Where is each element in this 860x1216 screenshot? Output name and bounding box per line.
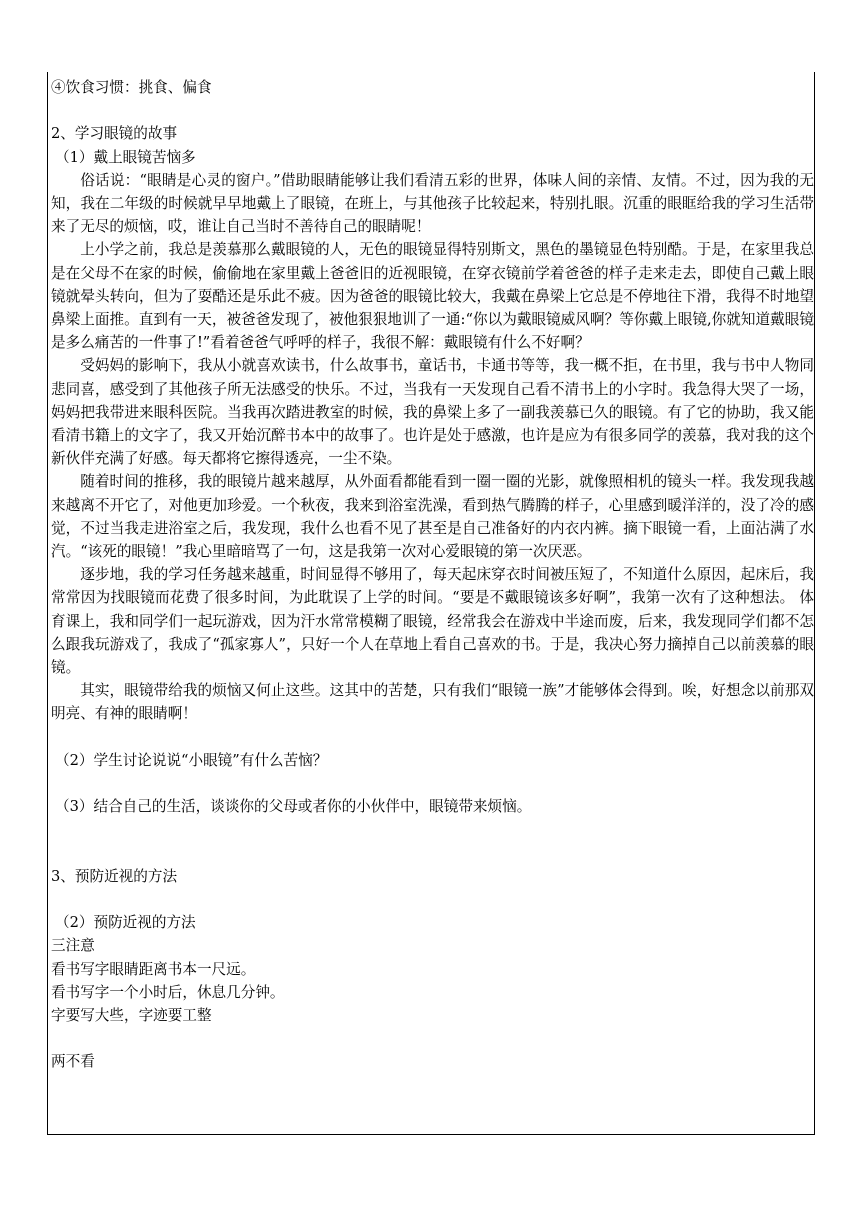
note-item: 看书写字眼睛距离书本一尺远。 [51,960,256,978]
story-paragraph: 随着时间的推移，我的眼镜片越来越厚，从外面看都能看到一圈一圈的光影，就像照相机的镜头一样。我发现我越来越离不开它了，对他更加珍爱。一个秋夜，我来到浴室洗澡，看到热气腾腾的样子，心里感到暖洋洋的，没了冷的感觉，不过当我走进浴室之后，我发现，我什么也看不见了甚至是自己准备好的内衣内裤。摘下眼镜一看，上面沾满了水汽。“该死的眼镜！”我心里暗暗骂了一句，这是我第一次对心爱眼镜的第一次厌恶。 [51,473,814,560]
reflection-question: （3）结合自己的生活，谈谈你的父母或者你的小伙伴中，眼镜带来烦恼。 [55,798,532,816]
story-paragraph: 俗话说：“眼睛是心灵的窗户。”借助眼睛能够让我们看清五彩的世界，体味人间的亲情、友情。不过，因为我的无知，我在二年级的时候就早早地戴上了眼镜，在班上，与其他孩子比较起来，特别扎眼。沉重的眼眶给我的学习生活带来了无尽的烦恼，哎，谁让自己当时不善待自己的眼睛呢！ [51,171,814,236]
three-notes-title: 三注意 [51,937,95,955]
subheading-prevention-methods: （2）预防近视的方法 [55,914,196,932]
story-text [51,169,814,726]
diet-habit-item: ④饮食习惯：挑食、偏食 [51,79,212,96]
story-paragraph: 上小学之前，我总是羡慕那么戴眼镜的人，无色的眼镜显得特别斯文，黑色的墨镜显色特别酷。于是，在家里我总是在父母不在家的时候，偷偷地在家里戴上爸爸旧的近视眼镜，在穿衣镜前学着爸爸的样子走来走去，即使自己戴上眼镜就晕头转向，但为了耍酷还是乐此不疲。因为爸爸的眼镜比较大，我戴在鼻梁上它总是不停地往下滑，我得不时地望鼻梁上面推。直到有一天，被爸爸发现了，被他狠狠地训了一通:“你以为戴眼镜威风啊？等你戴上眼镜,你就知道戴眼镜是多么痛苦的一件事了!”看着爸爸气呼呼的样子，我很不解：戴眼镜有什么不好啊？ [51,241,814,352]
discussion-question: （2）学生讨论说说“小眼镜”有什么苦恼？ [55,751,328,769]
story-paragraph: 其实，眼镜带给我的烦恼又何止这些。这其中的苦楚，只有我们“眼镜一族”才能够体会得到。唉，好想念以前那双明亮、有神的眼睛啊！ [51,682,814,723]
section-heading-story: 2、学习眼镜的故事 [51,125,178,143]
story-paragraph: 逐步地，我的学习任务越来越重，时间显得不够用了，每天起床穿衣时间被压短了，不知道什么原因，起床后，我常常因为找眼镜而花费了很多时间，为此耽误了上学的时间。“要是不戴眼镜该多好啊”，我第一次有了这种想法。 体育课上，我和同学们一起玩游戏，因为汗水常常模糊了眼镜，经常我会在游戏中半途而废，后来，我发现同学们都不怎么跟我玩游戏了，我成了“孤家寡人”，只好一个人在草地上看自己喜欢的书。于是，我决心努力摘掉自己以前羡慕的眼镜。 [51,566,814,677]
subheading-troubles: （1）戴上眼镜苦恼多 [55,148,196,166]
section-heading-prevention: 3、预防近视的方法 [51,867,178,885]
note-item: 字要写大些，字迹要工整 [51,1006,212,1024]
note-item: 看书写字一个小时后，休息几分钟。 [51,983,285,1001]
story-paragraph: 受妈妈的影响下，我从小就喜欢读书，什么故事书，童话书，卡通书等等，我一概不拒，在书里，我与书中人物同悲同喜，感受到了其他孩子所无法感受的快乐。不过，当我有一天发现自己看不清书上的小字时。我急得大哭了一场，妈妈把我带进来眼科医院。当我再次踏进教室的时候，我的鼻梁上多了一副我羡慕已久的眼镜。有了它的协助，我又能看清书籍上的文字了，我又开始沉醉书本中的故事了。也许是处于感激，也许是应为有很多同学的羡慕，我对我的这个新伙伴充满了好感。每天都将它擦得透亮，一尘不染。 [51,357,814,468]
two-donts-title: 两不看 [51,1053,95,1071]
document-body [51,76,814,1073]
